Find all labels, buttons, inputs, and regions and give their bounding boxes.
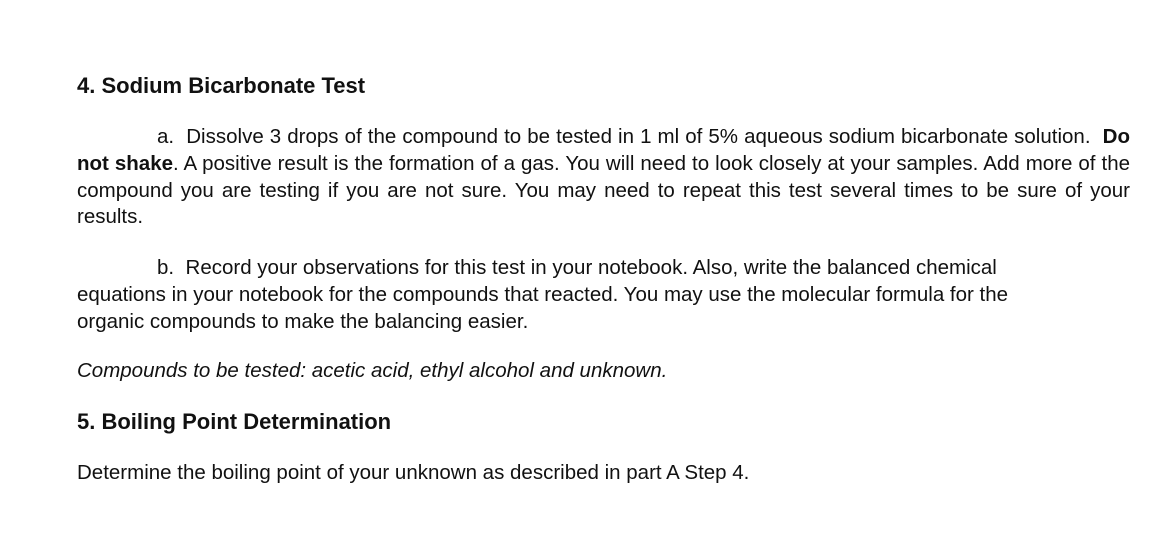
step-b-paragraph <box>77 255 1077 335</box>
do-not-shake-warning: Do not shake <box>77 125 1130 175</box>
boiling-point-instruction: Determine the boiling point of your unknown as described in part A Step 4. <box>77 461 750 484</box>
step-b-marker: b. <box>157 256 175 279</box>
step-a-marker: a. <box>157 125 175 148</box>
step-a-lead-text: Dissolve 3 drops of the compound to be tested in 1 ml of 5% aqueous sodium bicarbonate solution. <box>186 125 1091 148</box>
compounds-to-test-note: Compounds to be tested: acetic acid, ethyl alcohol and unknown. <box>77 359 668 382</box>
section-5-heading: 5. Boiling Point Determination <box>77 409 392 434</box>
step-b-text: Record your observations for this test in your notebook. Also, write the balanced chemical equations in your notebook for the compounds that reacted. You may use the molecular formula for the organic compounds to make the balancing easier. <box>77 256 1009 333</box>
step-a-rest-text: . A positive result is the formation of a gas. You will need to look closely at your samples. Add more of the compound you are testing if you are not sure. You may need to repeat this test several times to be sure of your results. <box>77 151 1130 229</box>
step-a-paragraph <box>77 124 1130 231</box>
section-4-heading: 4. Sodium Bicarbonate Test <box>77 73 366 98</box>
